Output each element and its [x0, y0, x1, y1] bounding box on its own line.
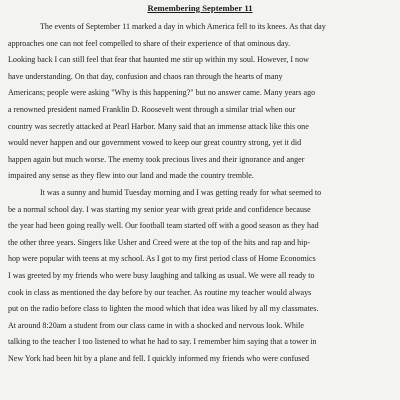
paragraph-line: Americans; people were asking "Why is this happening?" but no answer came. Many years ago: [8, 88, 316, 98]
paragraph-line: happen again but much worse. The enemy took precious lives and their ignorance and anger: [8, 154, 305, 164]
paragraph-line: The events of September 11 marked a day in which America fell to its knees. As that day: [40, 22, 326, 31]
paragraph-line: the other three years. Singers like Usher and Creed were at the top of the hits and rap and hip-: [8, 237, 311, 247]
paragraph-line: approaches one can not feel compelled to share of their experience of that ominous day.: [8, 38, 291, 48]
paragraph-line: I was greeted by my friends who were busy laughing and talking as usual. We were all ready to: [8, 270, 315, 280]
paragraph-line: impaired any sense as they flew into our land and made the country tremble.: [8, 171, 254, 181]
paragraph-line: have understanding. On that day, confusion and chaos ran through the hearts of many: [8, 71, 283, 81]
document-title: Remembering September 11: [147, 3, 253, 13]
paragraph-line: hop were popular with teens at my school. As I got to my first period class of Home Economics: [8, 254, 316, 264]
paragraph-line: the year had been going really well. Our football team started off with a good season as they had: [8, 221, 319, 231]
paragraph-line: It was a sunny and humid Tuesday morning and I was getting ready for what seemed to: [40, 187, 322, 197]
paragraph-line: put on the radio before class to lighten the mood which that idea was liked by all my classmates.: [8, 304, 319, 314]
paragraph-line: talking to the teacher I too listened to what he had to say. I remember him saying that a tower in: [8, 337, 317, 347]
paragraph-line: country was secretly attacked at Pearl Harbor. Many said that an immense attack like this one: [8, 121, 309, 131]
paragraph-line: would never happen and our government vowed to keep our great country strong, yet it did: [8, 138, 302, 148]
paragraph-line: be a normal school day. I was starting my senior year with great pride and confidence because: [8, 204, 311, 214]
paragraph-line: New York had been hit by a plane and fell. I quickly informed my friends who were confused: [8, 353, 310, 363]
paragraph-line: Looking back I can still feel that fear that haunted me stir up within my soul. However, I now: [8, 55, 309, 65]
paragraph-line: a renowned president named Franklin D. Roosevelt went through a similar trial when our: [8, 104, 296, 114]
paragraph-line: At around 8:20am a student from our class came in with a shocked and nervous look. While: [8, 320, 304, 330]
document-body: [8, 19, 394, 367]
paragraph-line: cook in class as mentioned the day before by our teacher. As routine my teacher would always: [8, 287, 312, 297]
